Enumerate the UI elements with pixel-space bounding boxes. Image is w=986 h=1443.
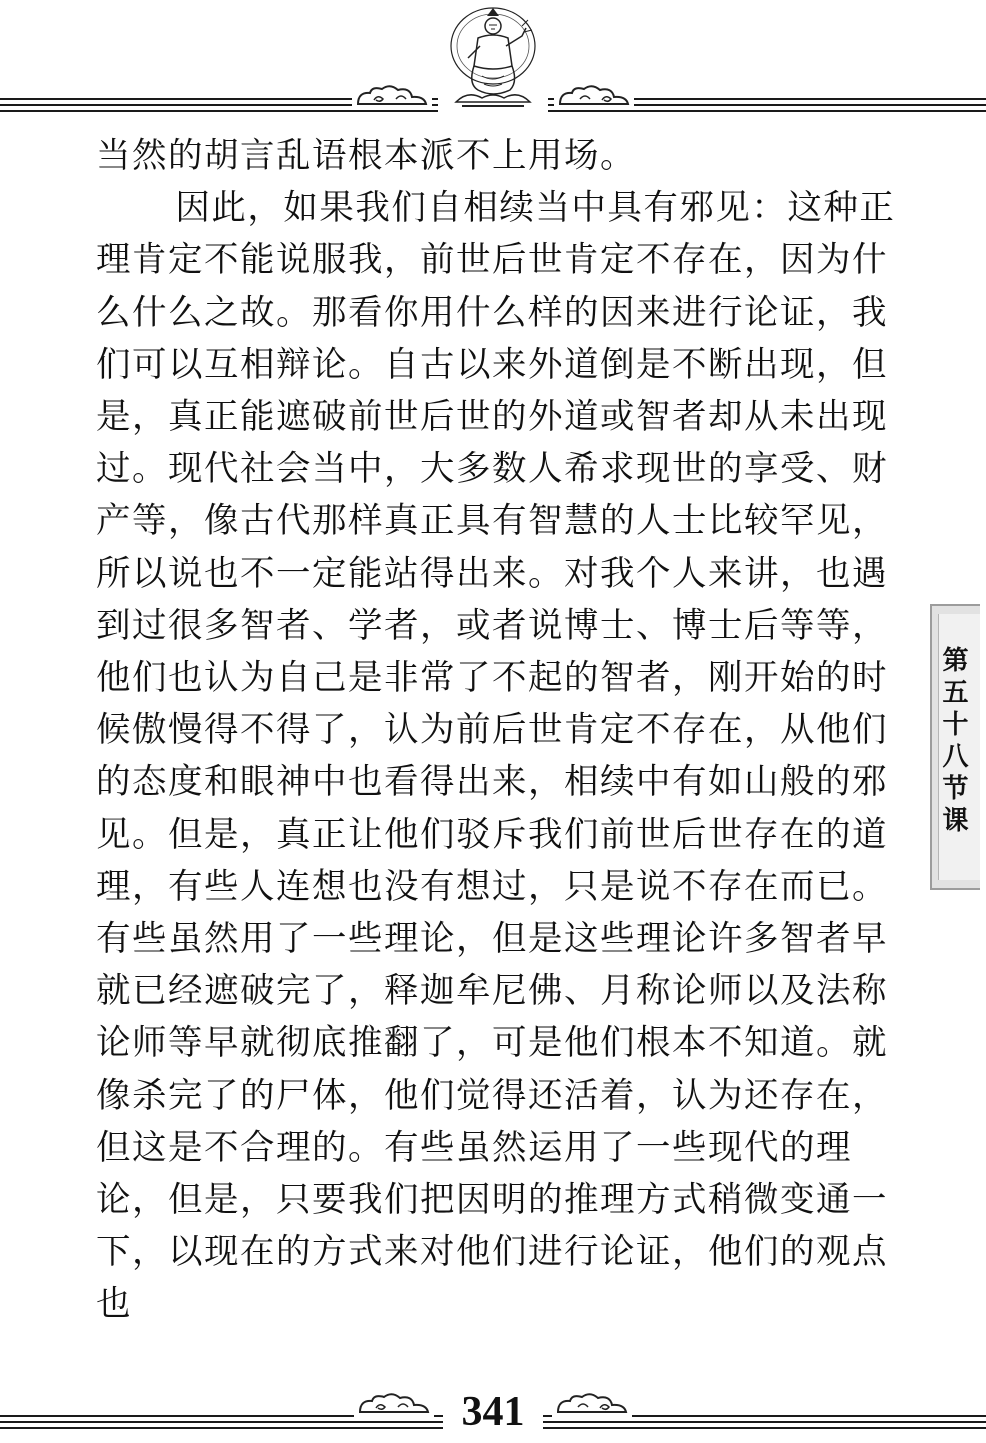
cloud-ornament-icon — [554, 84, 634, 110]
paragraph: 因此，如果我们自相续当中具有邪见：这种正理肯定不能说服我，前世后世肯定不存在，因为什么什么之故。那看你用什么样的因来进行论证，我们可以互相辩论。自古以来外道倒是不断出现，但是，真正能遮破前世后世的外道或智者却从未出现过。现代社会当中，大多数人希求现世的享受、财产等，像古代那样真正具有智慧的人士比较罕见，所以说也不一定能站得出来。对我个人来讲，也遇到过很多智者、学者，或者说博士、博士后等等，他们也认为自己是非常了不起的智者，刚开始的时候傲慢得不得了，认为前后世肯定不存在，从他们的态度和眼神中也看得出来，相续中有如山般的邪见。但是，真正让他们驳斥我们前世后世存在的道理，有些人连想也没有想过，只是说不存在而已。有些虽然用了一些理论，但是这些理论许多智者早就已经遮破完了，释迦牟尼佛、月称论师以及法称论师等早就彻底推翻了，可是他们根本不知道。就像杀完了的尸体，他们觉得还活着，认为还存在，但这是不合理的。有些虽然运用了一些现代的理论，但是，只要我们把因明的推理方式稍微变通一下，以现在的方式来对他们进行论证，他们的观点也 — [96, 188, 896, 1325]
cloud-ornament-icon — [552, 1392, 632, 1418]
deity-figure-icon — [438, 6, 548, 116]
chapter-label: 第五十八节课 — [938, 646, 968, 838]
cloud-ornament-icon — [352, 84, 432, 110]
page-number: 341 — [443, 1388, 543, 1436]
cloud-ornament-icon — [354, 1392, 434, 1418]
chapter-side-tab — [930, 604, 980, 890]
paragraph: 当然的胡言乱语根本派不上用场。 — [96, 136, 636, 176]
body-text — [96, 130, 896, 1331]
